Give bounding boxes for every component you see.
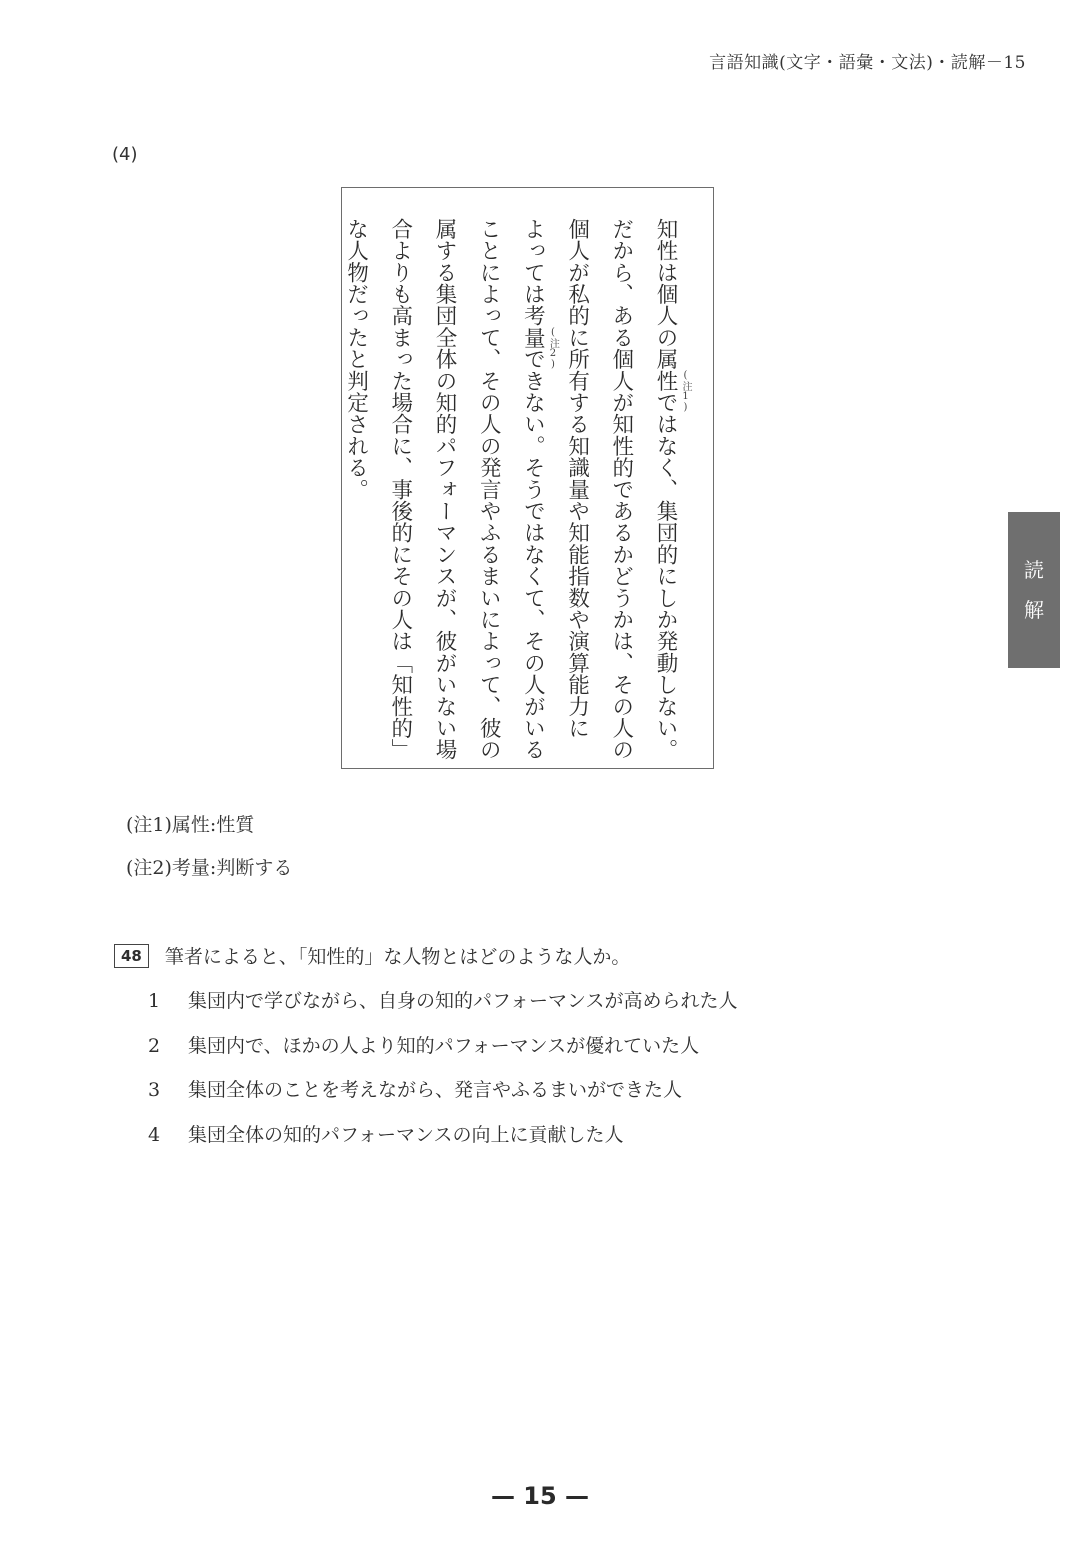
- reading-passage-text: [333, 218, 691, 761]
- footnote-1: (注1)属性:性質: [126, 814, 255, 836]
- footnotes: [126, 810, 292, 896]
- passage-line-4-part-a: よっては考: [520, 218, 546, 327]
- question-number-badge: 48: [114, 944, 149, 968]
- passage-line-6: 属する集団全体の知的パフォーマンスが、彼がいない場: [431, 218, 457, 761]
- passage-line-4: [510, 218, 559, 761]
- reading-passage-box: [341, 187, 714, 769]
- option-text: 集団内で学びながら、自身の知的パフォーマンスが高められた人: [188, 990, 738, 1012]
- passage-line-1-part-a: 知性は個人の属: [653, 218, 678, 370]
- passage-line-2: だから、ある個人が知性的であるかどうかは、その人の: [608, 218, 634, 761]
- passage-line-8: な人物だったと判定される。: [343, 218, 369, 501]
- option-number: 3: [148, 1079, 161, 1101]
- passage-line-4-part-b: できない。そうではなくて、その人がいる: [520, 348, 546, 761]
- question-stem: 筆者によると、「知性的」な人物とはどのような人か。: [164, 946, 631, 968]
- note-2-anchor: 量 (注2): [520, 326, 559, 370]
- option-number: 4: [148, 1123, 161, 1146]
- option-text: 集団全体の知的パフォーマンスの向上に貢献した人: [188, 1123, 624, 1146]
- passage-line-3: 個人が私的に所有する知識量や知能指数や演算能力に: [564, 218, 590, 739]
- passage-line-5: ことによって、その人の発言やふるまいによって、彼の: [476, 218, 502, 761]
- note-1-anchor: 性 (注1): [653, 369, 691, 413]
- side-tab-char-1: 読: [1024, 558, 1044, 582]
- option-text: 集団内で、ほかの人より知的パフォーマンスが優れていた人: [188, 1034, 700, 1057]
- passage-line-1-part-b: ではなく、集団的にしか発動しない。: [653, 391, 678, 761]
- answer-option-2[interactable]: [148, 1031, 737, 1076]
- answer-option-3[interactable]: [148, 1075, 737, 1120]
- passage-line-7: 合よりも高まった場合に、事後的にその人は「知性的」: [387, 218, 413, 761]
- page-number: — 15 —: [490, 1482, 590, 1510]
- footnote-2: (注2)考量:判断する: [126, 857, 293, 879]
- running-header: 言語知識(文字・語彙・文法)・読解－15: [709, 53, 1026, 73]
- passage-line-1: [643, 218, 691, 761]
- note-1-mark: (注1): [680, 369, 691, 413]
- option-number: 2: [148, 1034, 161, 1057]
- option-text: 集団全体のことを考えながら、発言やふるまいができた人: [188, 1079, 683, 1101]
- section-number: (4): [112, 144, 138, 165]
- side-tab-char-2: 解: [1024, 598, 1044, 622]
- question: [114, 942, 630, 969]
- option-number: 1: [148, 990, 161, 1012]
- answer-option-4[interactable]: [148, 1120, 737, 1165]
- note-2-mark: (注2): [547, 326, 559, 370]
- section-side-tab: [1008, 512, 1060, 668]
- answer-options: [148, 986, 737, 1164]
- answer-option-1[interactable]: [148, 986, 737, 1031]
